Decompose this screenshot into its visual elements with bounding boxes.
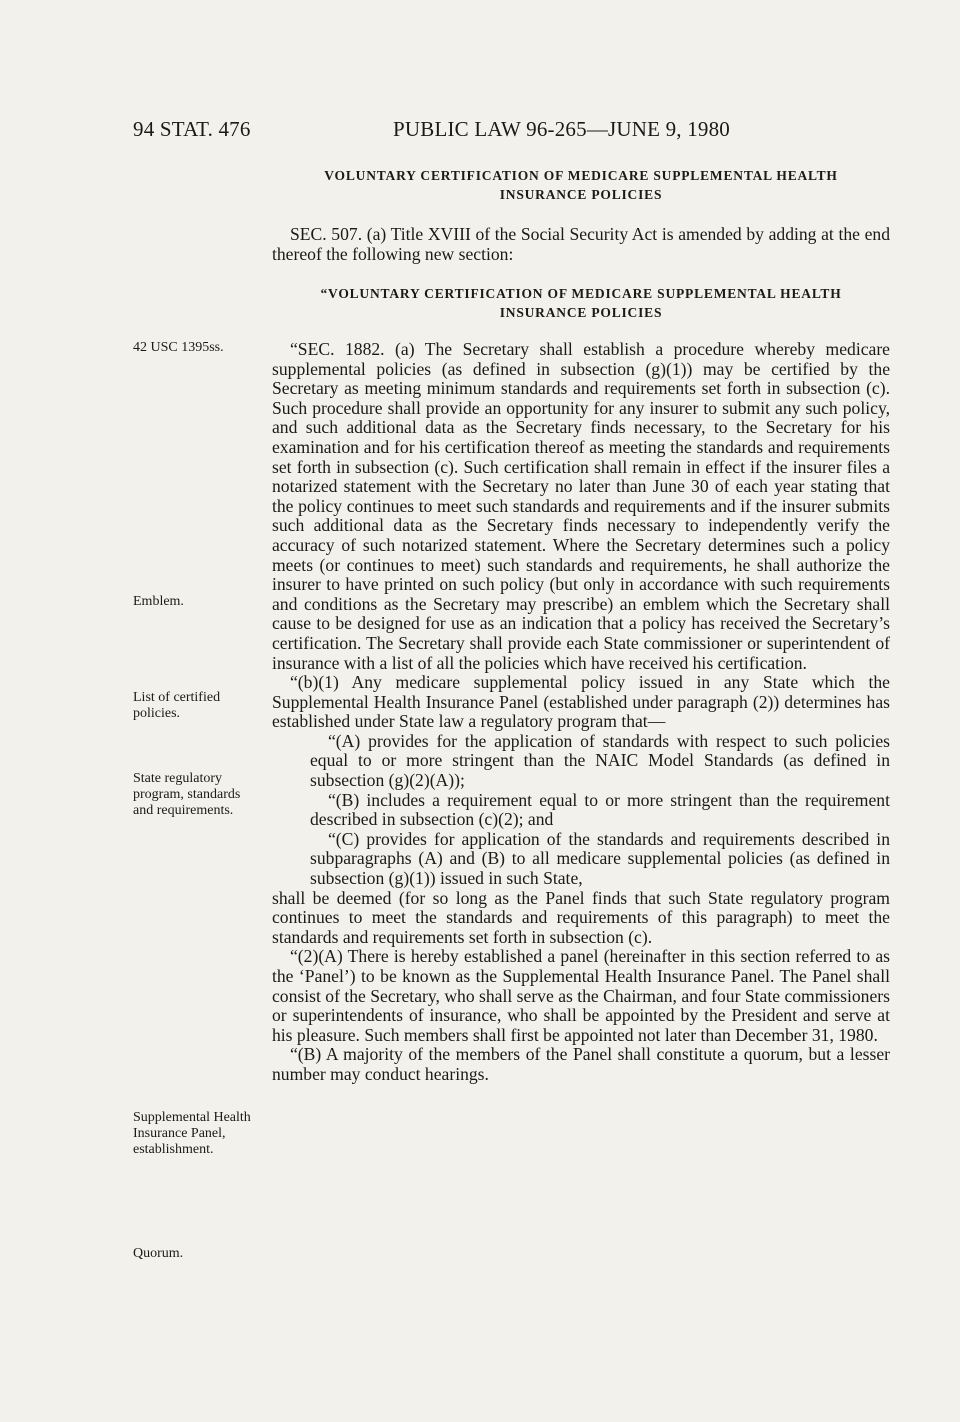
sec-507-text: SEC. 507. (a) Title XVIII of the Social Security Act is amended by adding at the end thereof the following new section: [272,224,890,264]
new-section-heading [272,284,890,322]
section-heading-line-2: INSURANCE POLICIES [499,187,663,202]
section-heading [272,166,890,204]
subsection-b1: “(b)(1) Any medicare supplemental policy issued in any State which the Supplemental Health Insurance Panel (established under paragraph (2)) determines has established under State law a regulatory program that— [272,672,890,732]
margin-note-panel: Supplemental Health Insurance Panel, establishment. [133,1110,251,1157]
paragraph-2b: “(B) A majority of the members of the Panel shall constitute a quorum, but a lesser number may conduct hearings. [272,1044,890,1084]
sec-507-paragraph [272,225,890,264]
deemed-paragraph: shall be deemed (for so long as the Panel finds that such State regulatory program continues to meet the standards and requirements of this paragraph) to meet the standards and requirements set forth in subsection (c). [272,887,890,947]
page-stat-number: 94 STAT. 476 [133,117,251,141]
margin-note-emblem: Emblem. [133,594,184,609]
clause-a: “(A) provides for the application of standards with respect to such policies equal to or more stringent than the NAIC Model Standards (as defined in subsection (g)(2)(A)); [310,730,890,791]
page-running-title: PUBLIC LAW 96-265—JUNE 9, 1980 [393,117,731,141]
clause-b: “(B) includes a requirement equal to or more stringent than the requirement described in subsection (c)(2); and [310,789,890,830]
statute-body [272,340,890,1085]
new-section-heading-line-2: INSURANCE POLICIES [499,305,663,320]
margin-note-usc: 42 USC 1395ss. [133,340,224,355]
margin-note-list: List of certified policies. [133,690,221,721]
sec-1882-a: “SEC. 1882. (a) The Secretary shall establish a procedure whereby medicare supplemental policies (as defined in subsection (g)(1)) may be certified by the Secretary as meeting minimum standards and requirements set forth in subsection (c). Such procedure shall provide an opportunity for any insurer to submit any such policy, and such additional data as the Secretary finds necessary, to the Secretary for his examination and for his certification thereof as meeting the standards and requirements set forth in subsection (c). Such certification shall remain in effect if the insurer files a notarized statement with the Secretary no later than June 30 of each year stating that the policy continues to meet such standards and requirements and if the insurer submits such additional data as the Secretary finds necessary to independently verify the accuracy of such notarized statement. Where the Secretary determines such a policy meets (or continues to meet) such standards and requirements, he shall authorize the insurer to have printed on such policy (but only in accordance with such requirements and conditions as the Secretary may prescribe) an emblem which the Secretary shall cause to be designed for use as an indication that a policy has received the Secretary’s certification. The Secretary shall provide each State commissioner or superintendent of insurance with a list of all the policies which have received his certification. [272,339,890,673]
margin-note-quorum: Quorum. [133,1246,184,1261]
paragraph-2a: “(2)(A) There is hereby established a panel (hereinafter in this section referred to as the ‘Panel’) to be known as the Supplemental Health Insurance Panel. The Panel shall consist of the Secretary, who shall serve as the Chairman, and four State commissioners or superintendents of insurance, who shall be appointed by the President and serve at his pleasure. Such members shall first be appointed not later than December 31, 1980. [272,946,890,1045]
margin-note-state: State regulatory program, standards and requirements. [133,771,241,818]
section-heading-line-1: VOLUNTARY CERTIFICATION OF MEDICARE SUPPLEMENTAL HEALTH [324,168,838,183]
new-section-heading-line-1: “VOLUNTARY CERTIFICATION OF MEDICARE SUPPLEMENTAL HEALTH [320,286,842,301]
clause-c: “(C) provides for application of the standards and requirements described in subparagraphs (A) and (B) to all medicare supplemental policies (as defined in subsection (g)(1)) issued in such State, [310,828,890,889]
